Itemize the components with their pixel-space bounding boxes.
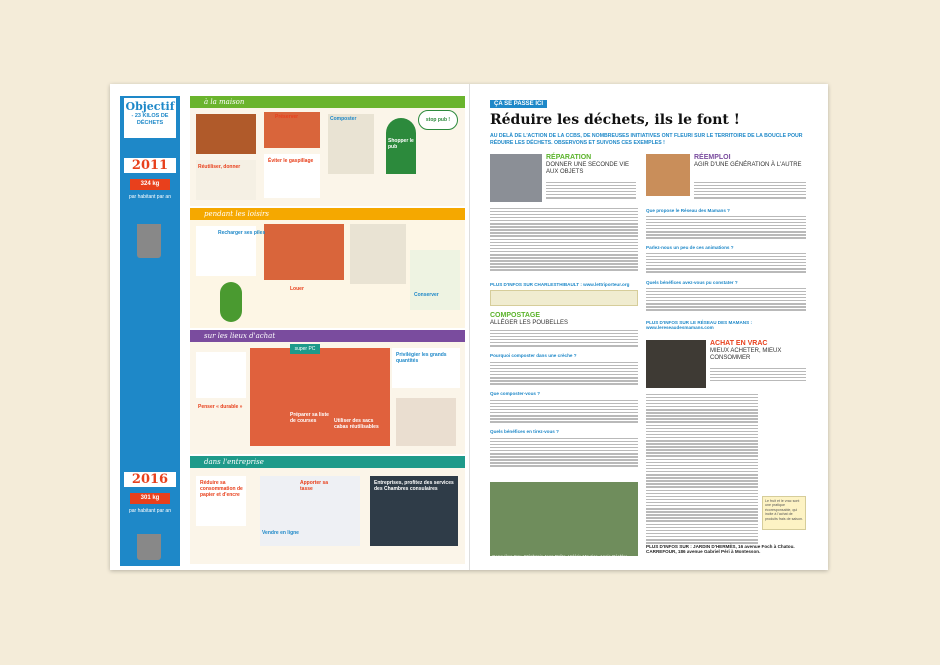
article-intro: AU DELÀ DE L'ACTION DE LA CCBS, DE NOMBREUSES INITIATIVES ONT FLEURI SUR LE TERRITOIRE DE LA BOUCLE POUR RÉDUIRE LES DÉCHETS. OBSERVONS ET SUIVONS CES EXEMPLES ! bbox=[490, 133, 803, 146]
objective-subtitle: - 23 KILOS DE DÉCHETS bbox=[131, 113, 169, 126]
vrac-callout-text: Le fruit et le vrac sont une pratique écoresponsable, qui incite à l'achat de produits frais de saison. bbox=[765, 499, 803, 521]
label-apporter: Apporter sa tasse bbox=[300, 480, 329, 492]
vrac-title: ACHAT EN VRAC bbox=[710, 340, 768, 347]
reparation-subtitle: DONNER UNE SECONDE VIE AUX OBJETS bbox=[546, 162, 630, 175]
tree-icon bbox=[220, 282, 242, 322]
answer-5 bbox=[490, 398, 638, 428]
photo-reemploi bbox=[646, 154, 690, 196]
label-conserver: Conserver bbox=[414, 292, 439, 298]
infographic-page bbox=[110, 84, 469, 570]
objective-box bbox=[124, 98, 176, 138]
vrac-lead bbox=[710, 366, 806, 388]
label-privilegier: Privilégier les grands quantités bbox=[396, 352, 447, 364]
reemploi-subtitle: AGIR D'UNE GÉNÉRATION À L'AUTRE bbox=[694, 162, 802, 168]
section-band-achat: sur les lieux d'achat bbox=[190, 330, 465, 342]
compostage-lead bbox=[490, 328, 638, 352]
link-charles[interactable]: PLUS D'INFOS SUR CHARLESTHIBAULT : www.lettriporteur.org bbox=[490, 282, 630, 287]
label-eviter: Éviter le gaspillage bbox=[268, 158, 314, 164]
reparation-callout bbox=[490, 290, 638, 306]
reemploi-title: RÉEMPLOI bbox=[694, 154, 731, 161]
section-band-loisirs: pendant les loisirs bbox=[190, 208, 465, 220]
article-page bbox=[469, 84, 828, 570]
kg-2011: 324 kg bbox=[130, 179, 170, 190]
stop-pub-bubble: stop pub ! bbox=[418, 110, 458, 130]
link-mamans[interactable]: PLUS D'INFOS SUR LE RÉSEAU DES MAMANS : www.lereseaudesmamans.com bbox=[646, 320, 752, 330]
magazine-spread bbox=[110, 84, 828, 570]
question-1: Que propose le Réseau des Mamans ? bbox=[646, 208, 730, 213]
reparation-lead bbox=[546, 180, 636, 204]
photo-compostage-team bbox=[490, 482, 638, 556]
per-hab-2011: par habitant par an bbox=[129, 194, 171, 200]
year-2011: 2011 bbox=[124, 158, 176, 173]
photo-vrac bbox=[646, 340, 706, 388]
answer-1 bbox=[646, 214, 806, 244]
answer-4 bbox=[490, 360, 638, 390]
label-reduire: Réduire sa consommation de papier et d'encre bbox=[200, 480, 243, 498]
compostage-subtitle: ALLÉGER LES POUBELLES bbox=[490, 320, 569, 326]
label-entreprises: Entreprises, profitez des services des Chambres consulaires bbox=[374, 480, 454, 492]
question-3: Quels bénéfices avez-vous pu constater ? bbox=[646, 280, 738, 285]
question-4: Pourquoi composter dans une crèche ? bbox=[490, 353, 577, 358]
kicker-badge: ÇA SE PASSE ICI bbox=[490, 100, 547, 108]
answer-3 bbox=[646, 286, 806, 316]
label-preserver: Préserver bbox=[275, 114, 299, 120]
answer-6 bbox=[490, 436, 638, 476]
super-pc-sign: super PC bbox=[290, 344, 320, 354]
question-5: Que composter-vous ? bbox=[490, 391, 541, 396]
jars-scene bbox=[410, 250, 460, 310]
jars-stack bbox=[396, 398, 456, 446]
reparation-body bbox=[490, 206, 638, 280]
label-recharger: Recharger ses piles bbox=[218, 230, 266, 236]
small-trash-bin-icon bbox=[137, 534, 161, 560]
section-entreprise bbox=[190, 468, 465, 564]
vrac-subtitle: MIEUX ACHETER, MIEUX CONSOMMER bbox=[710, 348, 782, 361]
link-jardin[interactable]: PLUS D'INFOS SUR : JARDIN D'HERMÈS, 16 avenue Foch à Chatou. CARREFOUR, 186 avenue Gabriel Péri à Montesson. bbox=[646, 544, 795, 554]
label-utiliser: Utiliser des sacs cabas réutilisables bbox=[334, 418, 379, 430]
year-2016: 2016 bbox=[124, 472, 176, 487]
vrac-callout bbox=[762, 496, 806, 530]
section-maison bbox=[190, 108, 465, 206]
label-composter: Composter bbox=[330, 116, 357, 122]
section-loisirs bbox=[190, 220, 465, 328]
kg-2016: 301 kg bbox=[130, 493, 170, 504]
bottle-scene bbox=[350, 224, 406, 284]
question-6: Quels bénéfices en tirez-vous ? bbox=[490, 429, 559, 434]
section-band-maison: à la maison bbox=[190, 96, 465, 108]
per-hab-2016: par habitant par an bbox=[129, 508, 171, 514]
label-shopper: Shopper le pub bbox=[388, 138, 414, 150]
building-scene bbox=[264, 224, 344, 280]
answer-2 bbox=[646, 251, 806, 279]
section-achat bbox=[190, 342, 465, 454]
photo-reparation bbox=[490, 154, 542, 202]
label-penser: Penser « durable » bbox=[198, 404, 243, 410]
objective-title: Objectif bbox=[125, 100, 175, 113]
label-reutiliser: Réutiliser, donner bbox=[198, 164, 241, 170]
shoppers-scene bbox=[196, 352, 246, 398]
trash-bin-icon bbox=[137, 224, 161, 258]
compostage-title: COMPOSTAGE bbox=[490, 312, 541, 319]
question-2: Parlez-nous un peu de ces animations ? bbox=[646, 245, 734, 250]
compost-scene bbox=[328, 114, 374, 174]
vrac-body bbox=[646, 392, 758, 552]
label-preparer: Préparer sa liste de courses bbox=[290, 412, 329, 424]
article-headline: Réduire les déchets, ils le font ! bbox=[490, 112, 740, 128]
supermarket-facade bbox=[250, 348, 390, 446]
reemploi-lead bbox=[694, 180, 806, 206]
label-vendre: Vendre en ligne bbox=[262, 530, 299, 536]
house-wall bbox=[196, 114, 256, 154]
reparation-title: RÉPARATION bbox=[546, 154, 592, 161]
label-louer: Louer bbox=[290, 286, 304, 292]
photo-caption: Geneviève Cox, Stéphanie Jean Ralite, Valérie Maurice, Angie Réchler bbox=[492, 554, 627, 559]
section-band-entreprise: dans l'entreprise bbox=[190, 456, 465, 468]
